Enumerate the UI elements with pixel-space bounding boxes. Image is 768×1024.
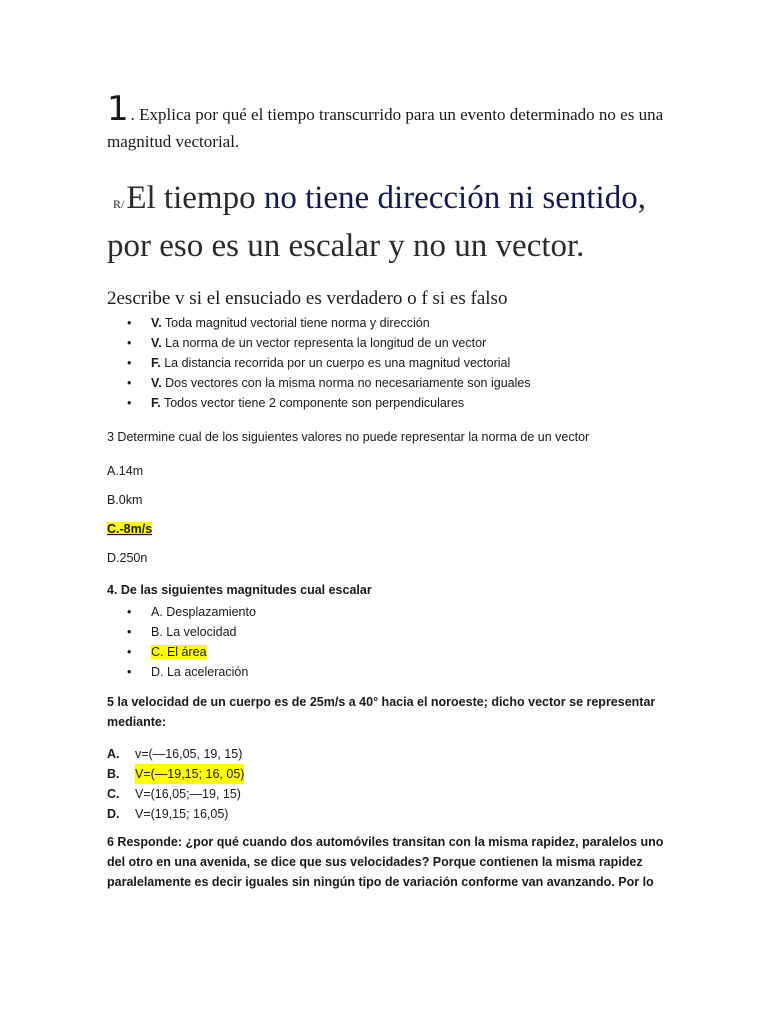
list-item-text: A. Desplazamiento [151, 605, 256, 619]
question-4: 4. De las siguientes magnitudes cual escalar [107, 583, 372, 597]
question-3-option-b: B.0km [107, 493, 143, 507]
answer-mark: F. [151, 356, 161, 370]
question-6: 6 Responde: ¿por qué cuando dos automóviles transitan con la misma rapidez, paralelos uno del otro en una avenida, se dice que sus velocidades? Porque contienen la misma rapidez paralelamente es decir iguales sin ningún tipo de variación conforme van avanzando. Por lo [107, 835, 664, 889]
question-3-option-d: D.250n [107, 551, 148, 565]
list-item [151, 333, 667, 353]
list-item-text: Toda magnitud vectorial tiene norma y dirección [161, 316, 430, 330]
answer-mark: V. [151, 336, 162, 350]
question-1-text: . Explica por qué el tiempo transcurrido para un evento determinado no es una magnitud vectorial. [107, 105, 664, 151]
answer-mark: F. [151, 396, 161, 410]
highlighted-answer: V=(—19,15; 16, 05) [135, 764, 244, 784]
answer-mark: V. [151, 316, 162, 330]
list-item [151, 313, 667, 333]
list-item-text: B. La velocidad [151, 625, 237, 639]
question-5-list [107, 744, 667, 824]
answer-1-part3: , por eso es un escalar y no un vector. [107, 180, 646, 264]
list-item [151, 353, 667, 373]
list-item-text: La distancia recorrida por un cuerpo es una magnitud vectorial [160, 356, 511, 370]
answer-1-part1: El tiempo [126, 180, 264, 216]
list-item-text: La norma de un vector representa la longitud de un vector [161, 336, 487, 350]
question-1 [107, 89, 667, 155]
highlighted-answer: C.-8m/s [107, 522, 153, 536]
list-item-text: Dos vectores con la misma norma no necesariamente son iguales [161, 376, 531, 390]
question-4-list [107, 602, 667, 682]
list-item [151, 373, 667, 393]
question-3-option-c [107, 519, 667, 539]
document-page [107, 89, 667, 892]
list-item [151, 662, 667, 682]
option-text: V=(19,15; 16,05) [135, 807, 229, 821]
question-2-title: 2escribe v si el ensuciado es verdadero o f si es falso [107, 288, 508, 309]
list-item [151, 602, 667, 622]
list-item [107, 744, 667, 764]
list-item [107, 764, 667, 784]
answer-1-part2: no tiene dirección ni sentido [263, 180, 638, 216]
list-item-text: Todos vector tiene 2 componente son perpendiculares [160, 396, 465, 410]
list-item [151, 622, 667, 642]
answer-mark: V. [151, 376, 162, 390]
answer-1 [107, 177, 667, 267]
question-2-list [107, 313, 667, 413]
option-label: D. [107, 807, 120, 821]
list-item [107, 804, 667, 824]
question-3: 3 Determine cual de los siguientes valores no puede representar la norma de un vector [107, 430, 590, 444]
list-item [151, 393, 667, 413]
answer-1-tag: R/ [113, 197, 125, 211]
list-item-text: D. La aceleración [151, 665, 249, 679]
highlighted-answer: C. El área [151, 645, 207, 659]
question-3-option-a: A.14m [107, 464, 144, 478]
list-item [151, 642, 667, 662]
option-label: C. [107, 787, 120, 801]
option-text: V=(16,05;—19, 15) [135, 787, 241, 801]
question-1-number: 1 [107, 89, 129, 129]
question-5: 5 la velocidad de un cuerpo es de 25m/s a 40° hacia el noroeste; dicho vector se representar mediante: [107, 695, 656, 729]
list-item [107, 784, 667, 804]
option-text: v=(—16,05, 19, 15) [135, 747, 243, 761]
option-label: B. [107, 767, 120, 781]
option-label: A. [107, 747, 120, 761]
